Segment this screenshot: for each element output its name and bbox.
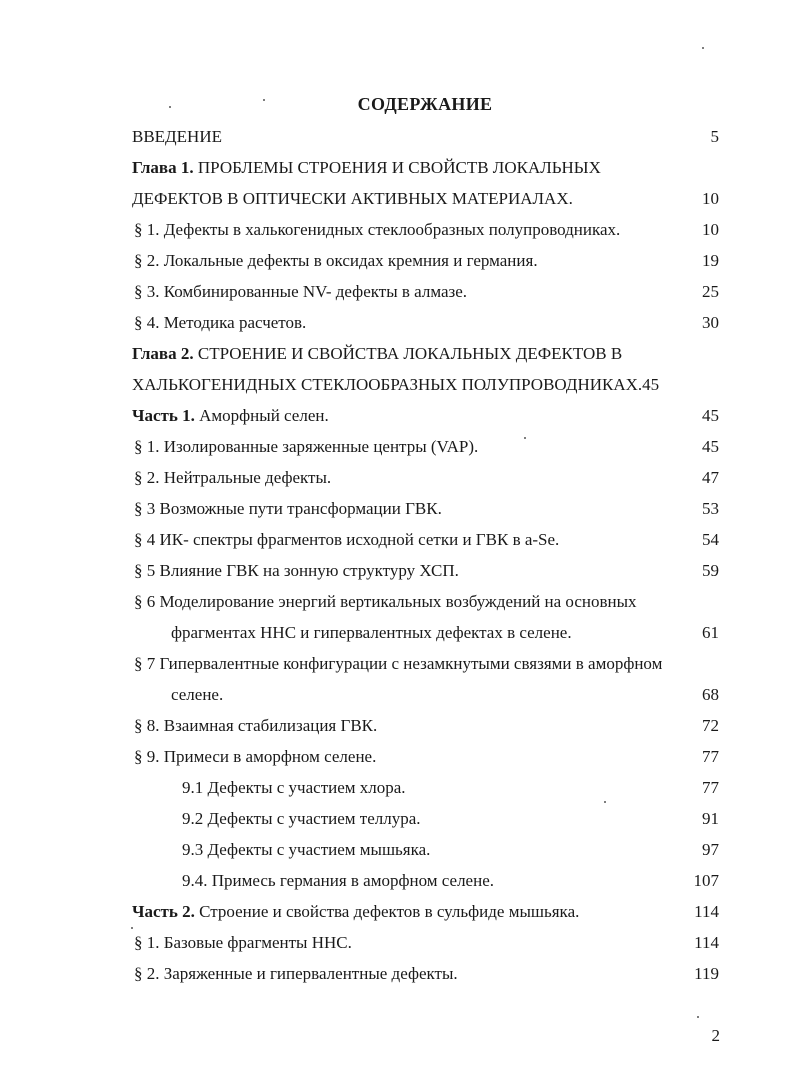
toc-entry bbox=[0, 772, 792, 803]
toc-entry-page: 54 bbox=[702, 530, 719, 549]
toc-entry-text: § 5 Влияние ГВК на зонную структуру ХСП. bbox=[134, 561, 459, 580]
table-of-contents bbox=[0, 121, 792, 989]
toc-entry-title bbox=[134, 245, 538, 276]
toc-entry bbox=[0, 617, 792, 648]
toc-entry-title bbox=[134, 710, 377, 741]
toc-entry-text: Аморфный селен. bbox=[194, 406, 329, 425]
toc-entry-page: 72 bbox=[702, 716, 719, 735]
toc-entry-title bbox=[134, 524, 559, 555]
toc-entry bbox=[0, 679, 792, 710]
toc-entry bbox=[0, 927, 792, 958]
toc-entry bbox=[0, 462, 792, 493]
toc-entry bbox=[0, 307, 792, 338]
toc-entry-title bbox=[132, 338, 622, 369]
toc-entry bbox=[0, 183, 792, 214]
toc-entry-text: § 3. Комбинированные NV- дефекты в алмазе. bbox=[134, 282, 468, 301]
toc-entry-text: § 6 Моделирование энергий вертикальных возбуждений на основных bbox=[134, 592, 637, 611]
toc-entry-text: § 9. Примеси в аморфном селене. bbox=[134, 747, 377, 766]
page-title: СОДЕРЖАНИЕ bbox=[357, 94, 493, 114]
toc-entry bbox=[0, 741, 792, 772]
toc-entry-title bbox=[132, 400, 329, 431]
toc-entry-title bbox=[134, 741, 376, 772]
toc-entry-text: 9.3 Дефекты с участием мышьяка. bbox=[182, 840, 431, 859]
toc-entry-title bbox=[134, 307, 306, 338]
toc-entry-text: § 4 ИК- спектры фрагментов исходной сетки и ГВК в a-Se. bbox=[134, 530, 560, 549]
toc-entry-title bbox=[134, 648, 662, 679]
toc-entry-page: 68 bbox=[702, 685, 719, 704]
toc-entry-title bbox=[134, 493, 442, 524]
scan-speck bbox=[702, 47, 704, 49]
toc-entry-page: 10 bbox=[702, 220, 719, 239]
toc-entry bbox=[0, 958, 792, 989]
toc-entry bbox=[0, 834, 792, 865]
toc-entry-title bbox=[171, 617, 572, 648]
toc-entry-text: 9.2 Дефекты с участием теллура. bbox=[182, 809, 421, 828]
toc-entry-title bbox=[171, 679, 223, 710]
toc-entry bbox=[0, 803, 792, 834]
toc-entry bbox=[0, 121, 792, 152]
toc-entry-text: § 1. Изолированные заряженные центры (VAP). bbox=[134, 437, 479, 456]
toc-entry-title bbox=[134, 462, 331, 493]
toc-entry-page: 53 bbox=[702, 499, 719, 518]
toc-entry-page: 61 bbox=[702, 623, 719, 642]
toc-entry-page: 119 bbox=[694, 964, 719, 983]
toc-entry-page: 10 bbox=[702, 189, 719, 208]
toc-entry bbox=[0, 648, 792, 679]
toc-entry-label: Глава 1. bbox=[132, 158, 194, 177]
toc-entry-text: селене. bbox=[171, 685, 224, 704]
toc-entry-title bbox=[132, 152, 601, 183]
scan-speck bbox=[263, 99, 265, 101]
toc-entry-page: 59 bbox=[702, 561, 719, 580]
toc-entry-text: § 8. Взаимная стабилизация ГВК. bbox=[134, 716, 378, 735]
toc-entry-text: ПРОБЛЕМЫ СТРОЕНИЯ И СВОЙСТВ ЛОКАЛЬНЫХ bbox=[193, 158, 601, 177]
toc-entry bbox=[0, 524, 792, 555]
toc-entry-text: § 2. Заряженные и гипервалентные дефекты. bbox=[134, 964, 458, 983]
scan-speck bbox=[697, 1016, 699, 1018]
toc-entry-page: 91 bbox=[702, 809, 719, 828]
toc-entry-label: Часть 1. bbox=[132, 406, 195, 425]
toc-entry bbox=[0, 493, 792, 524]
toc-entry-text: § 4. Методика расчетов. bbox=[134, 313, 307, 332]
toc-entry-page: 77 bbox=[702, 747, 719, 766]
toc-entry-title bbox=[134, 276, 467, 307]
toc-entry-page: 114 bbox=[694, 933, 719, 952]
scan-speck bbox=[604, 801, 606, 803]
toc-entry-page: 97 bbox=[702, 840, 719, 859]
toc-entry-title bbox=[132, 896, 579, 927]
toc-entry-text: Строение и свойства дефектов в сульфиде мышьяка. bbox=[194, 902, 580, 921]
scan-speck bbox=[524, 437, 526, 439]
toc-entry-page: 47 bbox=[702, 468, 719, 487]
toc-entry-page: 5 bbox=[710, 127, 719, 146]
toc-entry bbox=[0, 245, 792, 276]
toc-entry-title bbox=[132, 183, 573, 214]
toc-entry-text: § 7 Гипервалентные конфигурации с незамкнутыми связями в аморфном bbox=[134, 654, 663, 673]
toc-entry-page: 114 bbox=[694, 902, 719, 921]
toc-entry-title bbox=[134, 586, 637, 617]
toc-entry bbox=[0, 276, 792, 307]
toc-entry-page: 19 bbox=[702, 251, 719, 270]
toc-entry-text: § 1. Базовые фрагменты ННС. bbox=[134, 933, 352, 952]
page-number: 2 bbox=[711, 1026, 720, 1045]
toc-entry-title bbox=[132, 369, 659, 400]
toc-entry-text: ДЕФЕКТОВ В ОПТИЧЕСКИ АКТИВНЫХ МАТЕРИАЛАХ. bbox=[132, 189, 573, 208]
toc-entry bbox=[0, 586, 792, 617]
toc-entry-page: 45 bbox=[702, 437, 719, 456]
toc-entry-title bbox=[134, 958, 458, 989]
toc-entry-title bbox=[182, 772, 406, 803]
toc-entry-text: ВВЕДЕНИЕ bbox=[132, 127, 222, 146]
toc-entry bbox=[0, 555, 792, 586]
toc-entry-title bbox=[134, 927, 352, 958]
toc-entry-text: § 1. Дефекты в халькогенидных стеклообразных полупроводниках. bbox=[134, 220, 621, 239]
toc-entry-page: 107 bbox=[693, 871, 719, 890]
toc-entry bbox=[0, 400, 792, 431]
toc-entry bbox=[0, 896, 792, 927]
toc-entry bbox=[0, 369, 792, 400]
scan-speck bbox=[169, 106, 171, 108]
toc-entry-page: 77 bbox=[702, 778, 719, 797]
toc-entry-title bbox=[132, 121, 222, 152]
toc-entry-page: 25 bbox=[702, 282, 719, 301]
toc-entry-title bbox=[182, 834, 430, 865]
toc-entry-text: 9.4. Примесь германия в аморфном селене. bbox=[182, 871, 494, 890]
toc-entry-text: 9.1 Дефекты с участием хлора. bbox=[182, 778, 406, 797]
toc-entry-text: § 3 Возможные пути трансформации ГВК. bbox=[134, 499, 442, 518]
toc-entry-text: § 2. Локальные дефекты в оксидах кремния и германия. bbox=[134, 251, 538, 270]
toc-entry bbox=[0, 710, 792, 741]
toc-entry-page: 45 bbox=[702, 406, 719, 425]
toc-entry-text: § 2. Нейтральные дефекты. bbox=[134, 468, 332, 487]
toc-entry-text: фрагментах ННС и гипервалентных дефектах в селене. bbox=[171, 623, 572, 642]
toc-entry-text: СТРОЕНИЕ И СВОЙСТВА ЛОКАЛЬНЫХ ДЕФЕКТОВ В bbox=[193, 344, 623, 363]
toc-entry-page: 30 bbox=[702, 313, 719, 332]
toc-entry bbox=[0, 338, 792, 369]
toc-entry bbox=[0, 214, 792, 245]
scan-speck bbox=[131, 927, 133, 929]
toc-entry-title bbox=[134, 431, 478, 462]
toc-entry-title bbox=[134, 214, 620, 245]
toc-entry-label: Часть 2. bbox=[132, 902, 195, 921]
toc-entry-title bbox=[182, 865, 494, 896]
toc-entry-title bbox=[134, 555, 459, 586]
toc-entry-text: ХАЛЬКОГЕНИДНЫХ СТЕКЛООБРАЗНЫХ ПОЛУПРОВОДНИКАХ.45 bbox=[132, 375, 660, 394]
toc-entry-title bbox=[182, 803, 421, 834]
toc-entry bbox=[0, 865, 792, 896]
toc-entry bbox=[0, 431, 792, 462]
toc-entry bbox=[0, 152, 792, 183]
toc-entry-label: Глава 2. bbox=[132, 344, 194, 363]
